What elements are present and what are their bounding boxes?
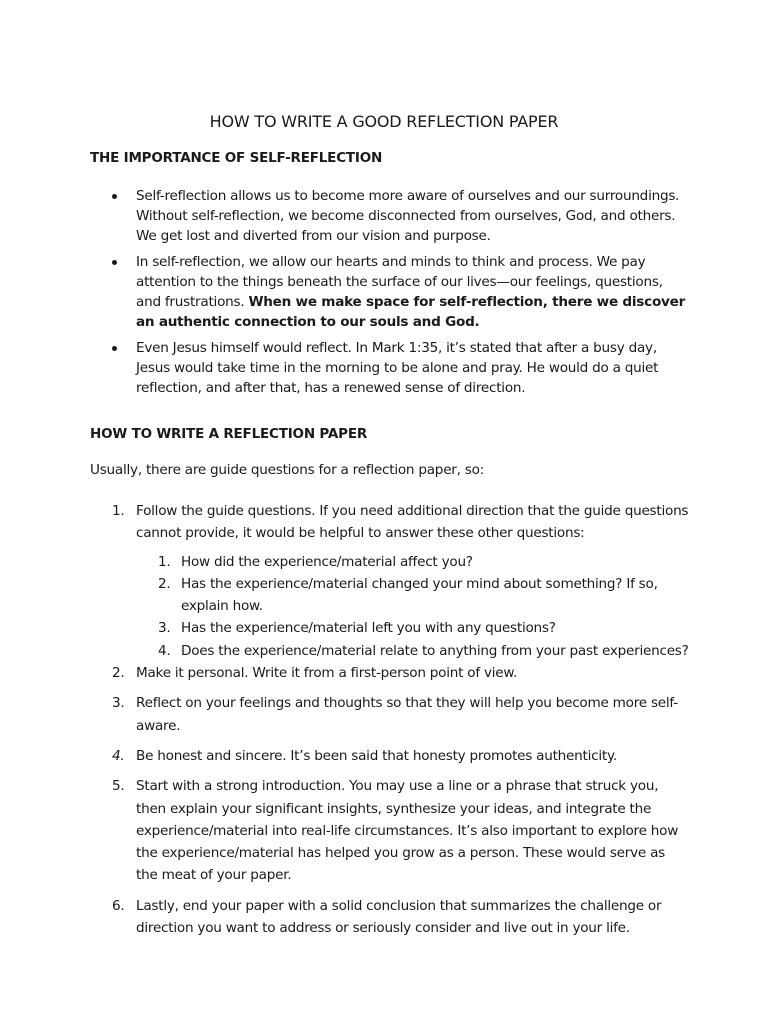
list-item [136, 573, 690, 618]
step-text: Make it personal. Write it from a first-person point of view. [136, 665, 518, 682]
step-text: Reflect on your feelings and thoughts so that they will help you become more self-aware. [136, 695, 678, 734]
list-item [90, 745, 690, 767]
substep-text: Does the experience/material relate to anything from your past experiences? [181, 642, 689, 659]
bullet-text: Even Jesus himself would reflect. In Mark 1:35, it’s stated that after a busy day, Jesus would take time in the morning to be alone and pray. He would do a quiet reflection, and after that, has a renewed sense of direction. [136, 340, 659, 396]
step-text: Be honest and sincere. It’s been said that honesty promotes authenticity. [136, 747, 617, 764]
step-text: Lastly, end your paper with a solid conclusion that summarizes the challenge or direction you want to address or seriously consider and live out in your life. [136, 897, 662, 937]
substep-number: 2. [158, 575, 171, 592]
list-item [136, 617, 690, 639]
document-title: HOW TO WRITE A GOOD REFLECTION PAPER [209, 112, 559, 131]
substep-number: 1. [158, 553, 171, 570]
bullet-text: In self-reflection, we allow our hearts and minds to think and process. We pay attention to the things beneath the surface of our lives—our feelings, questions, and frustrations. [136, 254, 663, 310]
section-heading-how-to: HOW TO WRITE A REFLECTION PAPER [90, 426, 368, 442]
importance-bullet-list [90, 186, 690, 404]
section-heading-importance: THE IMPORTANCE OF SELF-REFLECTION [90, 150, 383, 166]
substep-number: 3. [158, 620, 171, 637]
steps-list [90, 500, 690, 947]
bullet-icon [112, 194, 117, 199]
step-text: Start with a strong introduction. You may use a line or a phrase that struck you, then explain your significant insights, synthesize your ideas, and integrate the experience/material into real-life circumstances. It’s also important to explore how the experience/material has helped you grow as a person. These would serve as the meat of your paper. [136, 778, 679, 884]
list-item [90, 186, 690, 246]
list-item [136, 551, 690, 573]
list-item [136, 640, 690, 662]
sub-questions-list [136, 551, 690, 662]
bullet-icon [112, 260, 117, 265]
step-number: 6. [112, 897, 125, 914]
step-number: 5. [112, 778, 125, 795]
bullet-icon [112, 346, 117, 351]
list-item [90, 662, 690, 684]
list-item [90, 895, 690, 940]
step-number: 3. [112, 695, 125, 712]
step-number: 1. [112, 503, 125, 519]
substep-text: How did the experience/material affect you? [181, 553, 473, 570]
substep-text: Has the experience/material changed your mind about something? If so, explain how. [181, 575, 658, 615]
bullet-text: Self-reflection allows us to become more aware of ourselves and our surroundings. Without self-reflection, we become disconnected from ourselves, God, and others. We get lost and diverted from our vision and purpose. [136, 188, 680, 244]
substep-text: Has the experience/material left you with any questions? [181, 620, 556, 637]
list-item [90, 775, 690, 886]
list-item [90, 252, 690, 332]
bullet-bold-text: When we make space for self-reflection, there we discover an authentic connection to our souls and God. [136, 294, 686, 330]
list-item [90, 338, 690, 398]
step-text: Follow the guide questions. If you need additional direction that the guide questions cannot provide, it would be helpful to answer these other questions: [136, 503, 689, 542]
list-item [90, 500, 690, 662]
step-number: 2. [112, 665, 125, 682]
step-number: 4. [112, 747, 125, 764]
intro-text: Usually, there are guide questions for a reflection paper, so: [90, 462, 485, 478]
list-item [90, 692, 690, 737]
substep-number: 4. [158, 642, 171, 659]
